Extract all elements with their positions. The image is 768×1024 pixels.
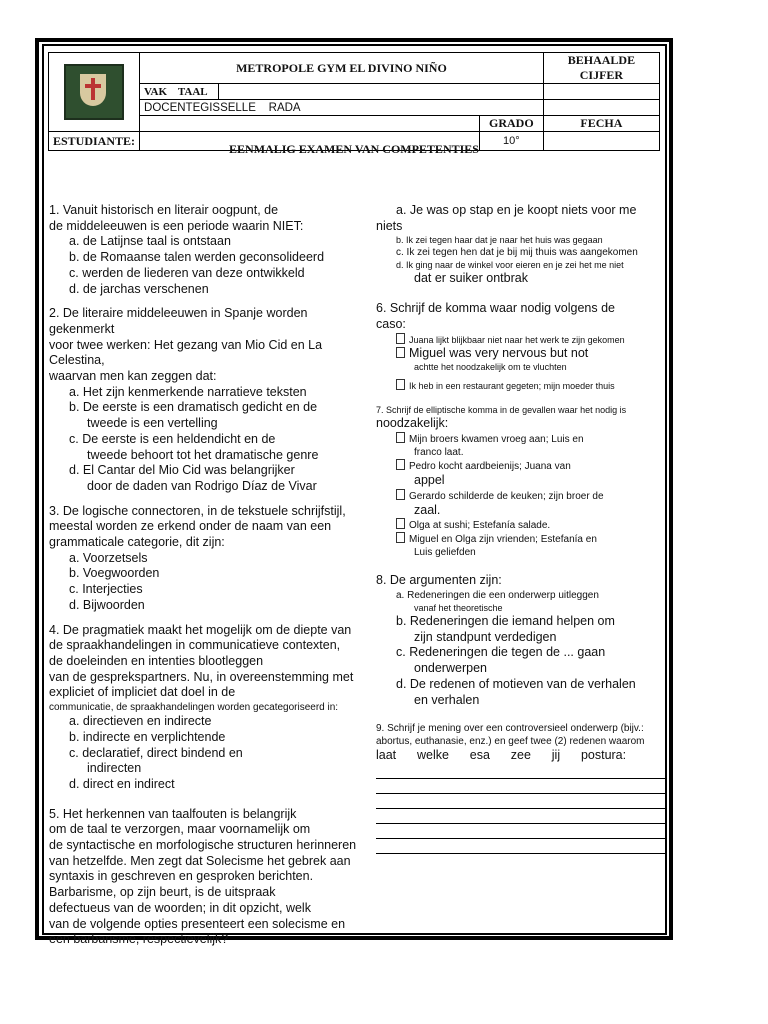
question-6 bbox=[376, 301, 666, 392]
question-text: om de taal te verzorgen, maar voornamelijk om bbox=[49, 822, 311, 837]
question-4 bbox=[49, 623, 367, 793]
question-text: 6. Schrijf de komma waar nodig volgens de bbox=[376, 301, 616, 316]
question-text: de middeleeuwen is een periode waarin NIET: bbox=[49, 218, 304, 233]
teacher-name: DOCENTEGISSELLE RADA bbox=[140, 100, 544, 116]
option-a: a. Redeneringen die een onderwerp uitleggen bbox=[396, 590, 599, 602]
checkbox-item bbox=[376, 346, 666, 362]
checkbox-icon[interactable] bbox=[396, 432, 405, 443]
grade-box bbox=[543, 84, 659, 100]
left-column bbox=[49, 203, 367, 957]
student-label: ESTUDIANTE: bbox=[49, 132, 140, 151]
question-text-small: communicatie, de spraakhandelingen worden gecategoriseerd in: bbox=[49, 702, 339, 714]
checkbox-icon[interactable] bbox=[396, 347, 405, 358]
question-2 bbox=[49, 306, 367, 494]
option-b: b. Voegwoorden bbox=[69, 566, 160, 581]
question-text: 8. De argumenten zijn: bbox=[376, 573, 502, 588]
option-d-cont: en verhalen bbox=[414, 692, 480, 707]
subject-blank bbox=[219, 84, 544, 100]
option-c: c. Interjecties bbox=[69, 582, 143, 597]
option-a: a. directieven en indirecte bbox=[69, 714, 212, 729]
checkbox-icon[interactable] bbox=[396, 532, 405, 543]
question-text: van hetzelfde. Men zegt dat Solecisme het gebrek aan bbox=[49, 853, 351, 868]
grade-box-2 bbox=[543, 100, 659, 116]
option-a-cont: vanaf het theoretische bbox=[414, 603, 503, 614]
right-column bbox=[376, 203, 666, 854]
checkbox-icon[interactable] bbox=[396, 489, 405, 500]
fecha-label: FECHA bbox=[543, 116, 659, 132]
item-text-cont: appel bbox=[414, 472, 445, 487]
option-c-cont: onderwerpen bbox=[414, 661, 487, 676]
question-text: 5. Het herkennen van taalfouten is belangrijk bbox=[49, 806, 297, 821]
question-text: de syntactische en morfologische structuren herinneren bbox=[49, 838, 357, 853]
grado-label: GRADO bbox=[479, 116, 543, 132]
option-d: d. de jarchas verschenen bbox=[69, 281, 209, 296]
checkbox-icon[interactable] bbox=[396, 333, 405, 344]
question-5 bbox=[49, 807, 367, 948]
question-text: noodzakelijk: bbox=[376, 416, 449, 431]
item-text: Miguel was very nervous but not bbox=[409, 345, 589, 360]
question-7 bbox=[376, 404, 666, 559]
question-text: 1. Vanuit historisch en literair oogpunt, de bbox=[49, 203, 279, 217]
option-c: c. Redeneringen die tegen de ... gaan bbox=[396, 645, 606, 660]
question-text: waarvan men kan zeggen dat: bbox=[49, 369, 217, 384]
option-b-cont: zijn standpunt verdedigen bbox=[414, 629, 557, 644]
option-c: c. Ik zei tegen hen dat je bij mij thuis was aangekomen bbox=[396, 247, 638, 259]
question-text: van de gesprekspartners. Nu, in overeenstemming met bbox=[49, 669, 354, 684]
option-b-cont: tweede is een vertelling bbox=[87, 416, 218, 431]
item-text-cont: zaal. bbox=[414, 502, 441, 517]
exam-header-table bbox=[48, 52, 660, 151]
question-text: 2. De literaire middeleeuwen in Spanje worden gekenmerkt bbox=[49, 306, 308, 336]
answer-line[interactable] bbox=[376, 794, 666, 809]
answer-line[interactable] bbox=[376, 779, 666, 794]
option-a: a. Je was op stap en je koopt niets voor me bbox=[396, 203, 637, 217]
checkbox-item bbox=[376, 432, 666, 446]
item-text: Gerardo schilderde de keuken; zijn broer de bbox=[409, 490, 604, 502]
item-text: Miguel en Olga zijn vrienden; Estefanía en bbox=[409, 534, 597, 546]
option-b: b. De eerste is een dramatisch gedicht en de bbox=[69, 400, 318, 415]
question-text: 9. Schrijf je mening over een controversieel onderwerp (bijv.: bbox=[376, 723, 644, 735]
checkbox-icon[interactable] bbox=[396, 379, 405, 390]
option-d: d. Ik ging naar de winkel voor eieren en je zei het me niet bbox=[396, 260, 624, 271]
option-d-cont: door de daden van Rodrigo Díaz de Vivar bbox=[87, 478, 317, 493]
question-text: grammaticale categorie, dit zijn: bbox=[49, 535, 225, 550]
question-text: 7. Schrijf de elliptische komma in de gevallen waar het nodig is bbox=[376, 405, 627, 416]
option-a: a. de Latijnse taal is ontstaan bbox=[69, 234, 231, 249]
grade-label: BEHAALDE CIJFER bbox=[543, 53, 659, 84]
question-8 bbox=[376, 573, 666, 708]
question-text: laat welke esa zee jij postura: bbox=[376, 748, 627, 763]
option-c: c. De eerste is een heldendicht en de bbox=[69, 431, 276, 446]
item-text-cont: franco laat. bbox=[414, 446, 464, 458]
item-text-cont: Luis geliefden bbox=[414, 547, 476, 559]
option-a: a. Voorzetsels bbox=[69, 550, 148, 565]
option-a-cont: niets bbox=[376, 218, 403, 233]
checkbox-item bbox=[376, 532, 666, 546]
checkbox-item bbox=[376, 489, 666, 503]
option-b: b. de Romaanse talen werden geconsolideerd bbox=[69, 250, 325, 265]
question-text: caso: bbox=[376, 316, 406, 331]
question-text: een barbarisme, respectievelijk? bbox=[49, 932, 229, 947]
checkbox-item bbox=[376, 459, 666, 473]
question-text: meestal worden ze erkend onder de naam van een bbox=[49, 519, 332, 534]
answer-line[interactable] bbox=[376, 809, 666, 824]
checkbox-icon[interactable] bbox=[396, 518, 405, 529]
school-logo-cell bbox=[49, 53, 140, 132]
checkbox-item bbox=[376, 518, 666, 532]
answer-line[interactable] bbox=[376, 824, 666, 839]
question-text: de spraakhandelingen in communicatieve contexten, bbox=[49, 638, 341, 653]
option-b: b. indirecte en verplichtende bbox=[69, 729, 226, 744]
exam-title: EENMALIG EXAMEN VAN COMPETENTIES bbox=[229, 142, 479, 156]
question-text: 4. De pragmatiek maakt het mogelijk om de diepte van bbox=[49, 622, 352, 637]
option-c: c. werden de liederen van deze ontwikkeld bbox=[69, 265, 305, 280]
option-d: d. Bijwoorden bbox=[69, 597, 145, 612]
item-text: Pedro kocht aardbeienijs; Juana van bbox=[409, 460, 571, 472]
question-text: abortus, euthanasie, enz.) en geef twee (2) redenen waarom bbox=[376, 736, 645, 748]
blank-row bbox=[140, 116, 480, 132]
option-d: d. El Cantar del Mio Cid was belangrijker bbox=[69, 463, 295, 478]
item-text: Olga at sushi; Estefanía salade. bbox=[409, 520, 551, 532]
item-text: Mijn broers kwamen vroeg aan; Luis en bbox=[409, 433, 584, 445]
answer-line[interactable] bbox=[376, 764, 666, 779]
question-3 bbox=[49, 504, 367, 614]
question-text: defectueus van de woorden; in dit opzicht, welk bbox=[49, 900, 311, 915]
option-d: d. De redenen of motieven van de verhalen bbox=[396, 676, 636, 691]
question-text: Barbarisme, op zijn beurt, is de uitspraak bbox=[49, 885, 276, 900]
checkbox-item bbox=[376, 333, 666, 346]
item-text: Ik heb in een restaurant gegeten; mijn moeder thuis bbox=[409, 381, 615, 392]
school-crest-icon bbox=[64, 64, 124, 120]
checkbox-icon[interactable] bbox=[396, 459, 405, 470]
question-text: syntaxis in geschreven en gesproken berichten. bbox=[49, 869, 314, 884]
item-text: Juana lijkt blijkbaar niet naar het werk te zijn gekomen bbox=[409, 334, 625, 345]
option-c-cont: tweede behoort tot het dramatische genre bbox=[87, 447, 319, 462]
option-b: b. Redeneringen die iemand helpen om bbox=[396, 614, 615, 629]
question-1 bbox=[49, 203, 367, 297]
question-text: voor twee werken: Het gezang van Mio Cid en La Celestina, bbox=[49, 337, 323, 368]
grado-value: 10° bbox=[479, 132, 543, 151]
question-text: 3. De logische connectoren, in de tekstuele schrijfstijl, bbox=[49, 503, 346, 518]
option-d-cont: dat er suiker ontbrak bbox=[414, 271, 528, 286]
answer-line[interactable] bbox=[376, 839, 666, 854]
checkbox-item bbox=[376, 379, 666, 392]
question-5-options bbox=[376, 203, 666, 287]
school-name: METROPOLE GYM EL DIVINO NIÑO bbox=[140, 53, 544, 84]
option-c: c. declaratief, direct bindend en bbox=[69, 745, 243, 760]
question-9 bbox=[376, 722, 666, 854]
option-a: a. Het zijn kenmerkende narratieve teksten bbox=[69, 384, 307, 399]
option-c-cont: indirecten bbox=[87, 761, 142, 776]
question-text: expliciet of impliciet dat doel in de bbox=[49, 685, 236, 700]
question-text: van de volgende opties presenteert een solecisme en bbox=[49, 916, 346, 931]
subject: VAK TAAL bbox=[140, 84, 219, 100]
option-b: b. Ik zei tegen haar dat je naar het huis was gegaan bbox=[396, 235, 603, 246]
question-text: de doeleinden en intenties blootleggen bbox=[49, 653, 264, 668]
item-text-cont: achtte het noodzakelijk om te vluchten bbox=[414, 362, 567, 373]
option-d: d. direct en indirect bbox=[69, 776, 175, 791]
